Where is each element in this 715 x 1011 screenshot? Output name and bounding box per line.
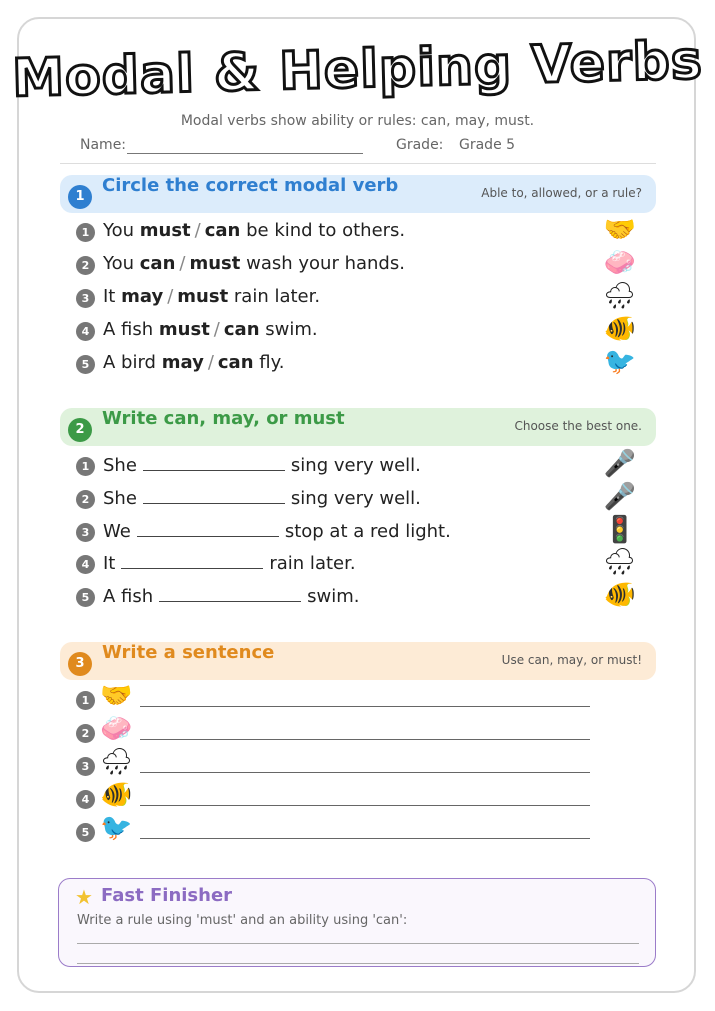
list-item [76, 820, 636, 846]
bird-icon: 🐦 [603, 347, 636, 377]
section-title: Circle the correct modal verb [102, 175, 399, 196]
item-number: 4 [76, 322, 95, 341]
section-number: 2 [68, 418, 92, 442]
name-label: Name: [80, 137, 127, 153]
rain-cloud-icon: 🌧 [100, 747, 134, 777]
list-item [76, 449, 636, 480]
list-item [76, 721, 636, 747]
answer-blank[interactable] [137, 520, 279, 537]
answer-line[interactable] [77, 963, 639, 964]
option-b[interactable]: must [177, 286, 229, 307]
item-sentence: You can / must wash your hands. [103, 253, 405, 274]
item-number: 2 [76, 256, 95, 275]
list-item [76, 281, 636, 312]
item-number: 3 [76, 289, 95, 308]
fish-icon: 🐠 [603, 580, 636, 610]
page-subtitle: Modal verbs show ability or rules: can, may, must. [180, 113, 535, 129]
item-number: 1 [76, 691, 95, 710]
item-number: 2 [76, 490, 95, 509]
section-2-header [60, 408, 656, 446]
sentence-line[interactable] [140, 838, 590, 839]
list-item [76, 482, 636, 513]
item-sentence: It may / must rain later. [103, 286, 321, 307]
item-number: 4 [76, 790, 95, 809]
sentence-line[interactable] [140, 706, 590, 707]
item-number: 3 [76, 757, 95, 776]
fast-finisher-instructions: Write a rule using 'must' and an ability using 'can': [77, 913, 408, 928]
answer-blank[interactable] [121, 552, 263, 569]
answer-blank[interactable] [143, 487, 285, 504]
sentence-line[interactable] [140, 805, 590, 806]
section-title: Write can, may, or must [102, 408, 345, 429]
option-a[interactable]: must [158, 319, 210, 340]
grade-label: Grade: [396, 137, 444, 153]
item-sentence: A fish must / can swim. [103, 319, 318, 340]
answer-blank[interactable] [143, 454, 285, 471]
list-item [76, 515, 636, 546]
option-b[interactable]: must [189, 253, 241, 274]
fish-icon: 🐠 [603, 314, 636, 344]
option-a[interactable]: may [161, 352, 204, 373]
item-number: 5 [76, 355, 95, 374]
item-sentence: A fish swim. [103, 586, 360, 607]
item-number: 1 [76, 223, 95, 242]
handshake-icon: 🤝 [100, 681, 133, 711]
list-item [76, 787, 636, 813]
section-title: Write a sentence [102, 642, 275, 663]
sentence-line[interactable] [140, 772, 590, 773]
item-sentence: She sing very well. [103, 488, 421, 509]
option-a[interactable]: must [139, 220, 191, 241]
list-item [76, 688, 636, 714]
fish-icon: 🐠 [100, 780, 133, 810]
rain-cloud-icon: 🌧 [602, 547, 636, 577]
section-number: 3 [68, 652, 92, 676]
option-a[interactable]: can [139, 253, 176, 274]
traffic-light-icon: 🚦 [603, 515, 636, 545]
page-title: Modal & Helping Verbs [11, 30, 704, 110]
item-number: 1 [76, 457, 95, 476]
bird-icon: 🐦 [100, 813, 133, 843]
sentence-line[interactable] [140, 739, 590, 740]
section-3-header [60, 642, 656, 680]
item-sentence: It rain later. [103, 553, 356, 574]
section-1-header [60, 175, 656, 213]
item-sentence: You must / can be kind to others. [103, 220, 406, 241]
soap-icon: 🧼 [603, 248, 636, 278]
option-b[interactable]: can [204, 220, 241, 241]
item-number: 3 [76, 523, 95, 542]
list-item [76, 580, 636, 611]
section-hint: Able to, allowed, or a rule? [481, 186, 642, 200]
item-number: 5 [76, 588, 95, 607]
item-number: 2 [76, 724, 95, 743]
list-item [76, 347, 636, 378]
list-item [76, 754, 636, 780]
header-divider [60, 163, 656, 164]
answer-line[interactable] [77, 943, 639, 944]
microphone-icon: 🎤 [603, 449, 636, 479]
rain-cloud-icon: 🌧 [602, 281, 636, 311]
list-item [76, 547, 636, 578]
star-icon: ★ [75, 885, 93, 909]
section-hint: Choose the best one. [514, 419, 642, 433]
item-sentence: A bird may / can fly. [103, 352, 285, 373]
microphone-icon: 🎤 [603, 482, 636, 512]
fast-finisher-title: Fast Finisher [101, 885, 233, 906]
item-number: 4 [76, 555, 95, 574]
section-hint: Use can, may, or must! [501, 653, 642, 667]
item-sentence: She sing very well. [103, 455, 421, 476]
option-b[interactable]: can [223, 319, 260, 340]
fast-finisher-box [58, 878, 656, 967]
handshake-icon: 🤝 [603, 215, 636, 245]
grade-value: Grade 5 [459, 137, 516, 153]
item-number: 5 [76, 823, 95, 842]
list-item [76, 314, 636, 345]
option-b[interactable]: can [217, 352, 254, 373]
item-sentence: We stop at a red light. [103, 521, 451, 542]
answer-blank[interactable] [159, 585, 301, 602]
list-item [76, 248, 636, 279]
soap-icon: 🧼 [100, 714, 133, 744]
section-number: 1 [68, 185, 92, 209]
list-item [76, 215, 636, 246]
option-a[interactable]: may [121, 286, 164, 307]
name-input-line[interactable] [127, 153, 363, 154]
